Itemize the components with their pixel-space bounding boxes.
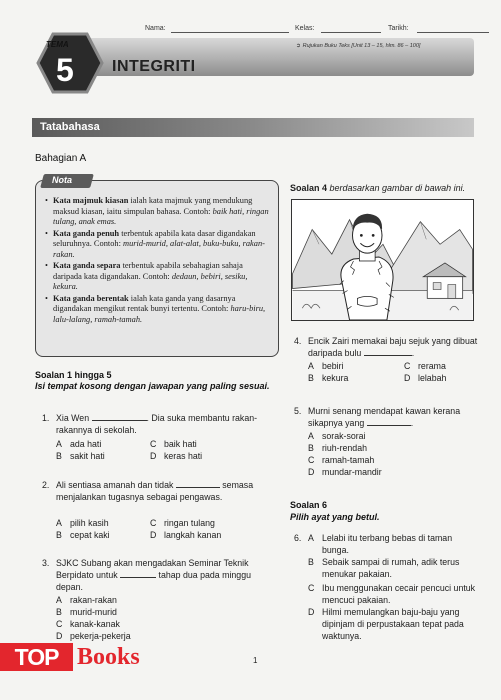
option-d[interactable]: D lelabah <box>404 373 447 383</box>
soalan-4-heading: Soalan 4 berdasarkan gambar di bawah ini. <box>290 183 466 193</box>
option-c[interactable]: C kanak-kanak <box>56 619 120 629</box>
option-c[interactable]: C rerama <box>404 361 446 371</box>
kelas-field[interactable] <box>321 32 381 33</box>
nota-item: • Kata ganda penuh terbentuk apabila kata dasar digandakan seluruhnya. Contoh: murid-murid, alat-alat, buku-buku, rakan-rakan. <box>45 229 273 261</box>
illustration-man-in-fur-coat <box>291 199 474 321</box>
question-6-option-d[interactable]: D Hilmi memulangkan baju-baju yang dipinjam di perpustakaan tepat pada waktunya. <box>308 607 464 641</box>
logo-top: TOP <box>0 643 73 671</box>
nama-label: Nama: <box>145 25 166 32</box>
nota-item: • Kata majmuk kiasan ialah kata majmuk yang mendukung maksud kiasan, iaitu simpulan bahasa. Contoh: baik hati, ringan tulang, anak emas. <box>45 196 273 228</box>
soalan-6-title: Soalan 6 <box>290 500 328 510</box>
question-number: 5. <box>294 406 302 416</box>
answer-blank[interactable] <box>367 418 411 426</box>
answer-blank[interactable] <box>364 348 412 356</box>
question-number: 6. <box>294 533 302 543</box>
option-b[interactable]: B cepat kaki <box>56 530 110 540</box>
nama-field[interactable] <box>171 32 289 33</box>
option-b[interactable]: B murid-murid <box>56 607 117 617</box>
question-number: 3. <box>42 558 50 568</box>
logo-books: Books <box>77 644 140 670</box>
option-a[interactable]: A pilih kasih <box>56 518 109 528</box>
option-c[interactable]: C ramah-tamah <box>308 455 375 465</box>
option-b[interactable]: B riuh-rendah <box>308 443 367 453</box>
option-c[interactable]: C ringan tulang <box>150 518 215 528</box>
option-b[interactable]: B kekura <box>308 373 349 383</box>
question-number: 4. <box>294 336 302 346</box>
nota-list <box>45 196 273 326</box>
topbooks-logo <box>0 643 175 671</box>
nota-item: • Kata ganda berentak ialah kata ganda yang dasarnya digandakan mengikut rentak bunyi tertentu. Contoh: haru-biru, lalu-lalang, ramah-tamah. <box>45 294 273 326</box>
arrow-icon: ➲ <box>296 43 301 49</box>
nota-item: • Kata ganda separa terbentuk apabila sebahagian sahaja daripada kata digandakan. Contoh: dedaun, bebiri, sesiku, kekura. <box>45 261 273 293</box>
tarikh-label: Tarikh: <box>388 25 409 32</box>
soalan-6-instruction: Pilih ayat yang betul. <box>290 512 380 522</box>
question-5: 5. Murni senang mendapat kawan kerana sikapnya yang . <box>294 406 461 428</box>
question-4: 4. Encik Zairi memakai baju sejuk yang dibuat daripada bulu . <box>294 336 478 358</box>
tema-number: 5 <box>56 52 74 88</box>
question-6-option-c[interactable]: C Ibu menggunakan cecair pencuci untuk mencuci pakaian. <box>308 583 476 605</box>
tema-label: TEMA <box>46 40 69 49</box>
nota-label: Nota <box>52 175 72 185</box>
option-a[interactable]: A sorak-sorai <box>308 431 366 441</box>
option-d[interactable]: D pekerja-pekerja <box>56 631 131 641</box>
reference-text: Rujukan Buku Teks [Unit 13 – 15, hlm. 86 – 100] <box>302 43 421 49</box>
option-d[interactable]: D mundar-mandir <box>308 467 382 477</box>
student-info-fields <box>145 25 490 39</box>
option-a[interactable]: A ada hati <box>56 439 102 449</box>
question-6-option-b[interactable]: B Sebaik sampai di rumah, adik terus menukar pakaian. <box>308 557 460 579</box>
option-d[interactable]: D keras hati <box>150 451 203 461</box>
bahagian-title: Bahagian A <box>35 153 87 164</box>
soalan-1-5-instruction: Isi tempat kosong dengan jawapan yang paling sesuai. <box>35 381 270 391</box>
option-d[interactable]: D langkah kanan <box>150 530 222 540</box>
question-6-option-a[interactable]: A Lelabi itu terbang bebas di taman bunga. <box>308 533 453 555</box>
option-c[interactable]: C baik hati <box>150 439 197 449</box>
tarikh-field[interactable] <box>417 32 489 33</box>
option-b[interactable]: B sakit hati <box>56 451 105 461</box>
tema-title: INTEGRITI <box>112 58 196 75</box>
question-2: 2. Ali sentiasa amanah dan tidak semasa menjalankan tugasnya sebagai pengawas. <box>42 480 254 502</box>
answer-blank[interactable] <box>176 480 220 488</box>
option-a[interactable]: A bebiri <box>308 361 344 371</box>
question-3: 3. SJKC Subang akan mengadakan Seminar Teknik Berpidato untuk tahap dua pada minggu depan. <box>42 558 251 592</box>
option-a[interactable]: A rakan-rakan <box>56 595 117 605</box>
question-number: 1. <box>42 413 50 423</box>
page-number: 1 <box>253 656 258 665</box>
answer-blank[interactable] <box>92 413 147 421</box>
answer-blank[interactable] <box>120 570 156 578</box>
question-number: 2. <box>42 480 50 490</box>
soalan-1-5-title: Soalan 1 hingga 5 <box>35 370 112 380</box>
textbook-reference <box>296 43 420 49</box>
section-title: Tatabahasa <box>40 121 100 133</box>
question-1: 1. Xia Wen . Dia suka membantu rakan-rakannya di sekolah. <box>42 413 258 435</box>
kelas-label: Kelas: <box>295 25 315 32</box>
